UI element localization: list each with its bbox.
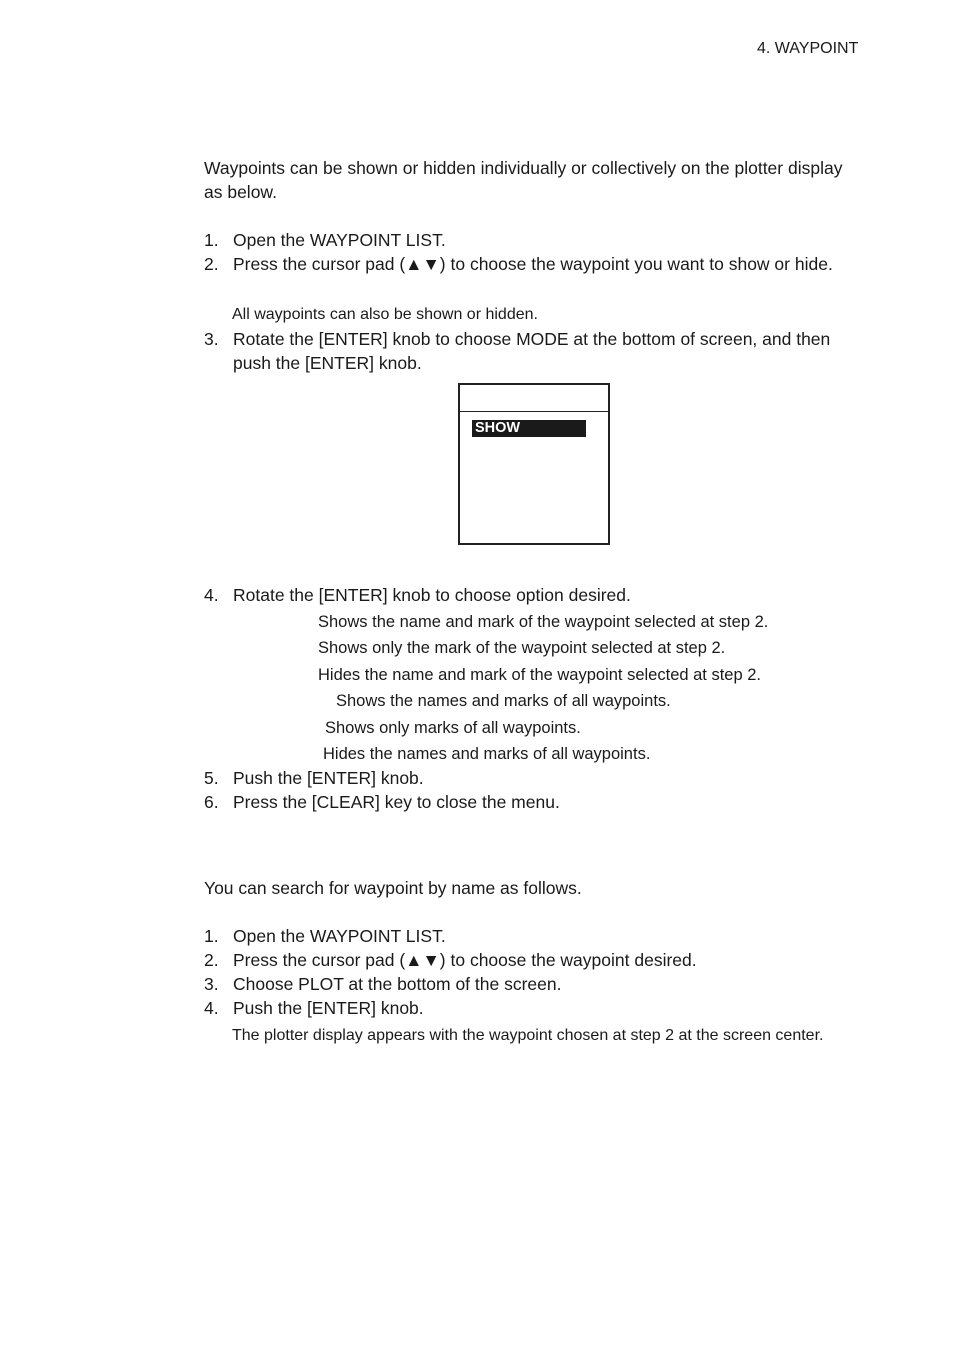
- step-item: [204, 790, 864, 814]
- step-number: 6.: [204, 792, 219, 812]
- step-number: 3.: [204, 329, 219, 349]
- step-number: 2.: [204, 254, 219, 274]
- step-item: [204, 766, 864, 790]
- step-text: Rotate the [ENTER] knob to choose option desired.: [233, 585, 631, 605]
- step-item: [204, 583, 864, 607]
- menu-selected-item[interactable]: SHOW: [472, 420, 586, 437]
- step-item: [204, 996, 864, 1020]
- step-number: 5.: [204, 768, 219, 788]
- step-text: Press the [CLEAR] key to close the menu.: [233, 792, 560, 812]
- step-text: Open the WAYPOINT LIST.: [233, 926, 446, 946]
- mode-menu-window: [458, 383, 610, 545]
- step-text: Choose PLOT at the bottom of the screen.: [233, 974, 562, 994]
- step-item: [204, 924, 864, 948]
- step-number: 2.: [204, 950, 219, 970]
- option-description: Hides the name and mark of the waypoint selected at step 2.: [318, 666, 762, 684]
- intro-paragraph: Waypoints can be shown or hidden individually or collectively on the plotter display as below.: [204, 158, 843, 202]
- step-text: Push the [ENTER] knob.: [233, 768, 424, 788]
- step-number: 1.: [204, 230, 219, 250]
- step-text: Open the WAYPOINT LIST.: [233, 230, 446, 250]
- step-text: Push the [ENTER] knob.: [233, 998, 424, 1018]
- step-text: Press the cursor pad (▲▼) to choose the waypoint desired.: [233, 950, 697, 970]
- option-description: Shows only marks of all waypoints.: [325, 719, 581, 737]
- step-number: 1.: [204, 926, 219, 946]
- option-description: Shows the name and mark of the waypoint selected at step 2.: [318, 613, 769, 631]
- step-number: 3.: [204, 974, 219, 994]
- step-item: [204, 228, 864, 252]
- intro-paragraph: You can search for waypoint by name as follows.: [204, 878, 582, 898]
- step-note: The plotter display appears with the waypoint chosen at step 2 at the screen center.: [232, 1027, 824, 1044]
- step-text: Press the cursor pad (▲▼) to choose the waypoint you want to show or hide.: [233, 254, 833, 274]
- option-description: Shows the names and marks of all waypoints.: [336, 692, 671, 710]
- step-number: 4.: [204, 998, 219, 1018]
- step-text: Rotate the [ENTER] knob to choose MODE at the bottom of screen, and then push the [ENTER] knob.: [233, 329, 831, 373]
- step-item: [204, 327, 874, 375]
- step-item: [204, 252, 864, 300]
- option-description: Shows only the mark of the waypoint selected at step 2.: [318, 639, 726, 657]
- step-item: [204, 948, 864, 972]
- option-description: Hides the names and marks of all waypoints.: [323, 745, 651, 763]
- step-number: 4.: [204, 585, 219, 605]
- step-item: [204, 972, 864, 996]
- step-note: All waypoints can also be shown or hidden.: [232, 306, 538, 323]
- running-head: 4. WAYPOINT: [757, 40, 859, 57]
- menu-title-bar: [460, 385, 608, 412]
